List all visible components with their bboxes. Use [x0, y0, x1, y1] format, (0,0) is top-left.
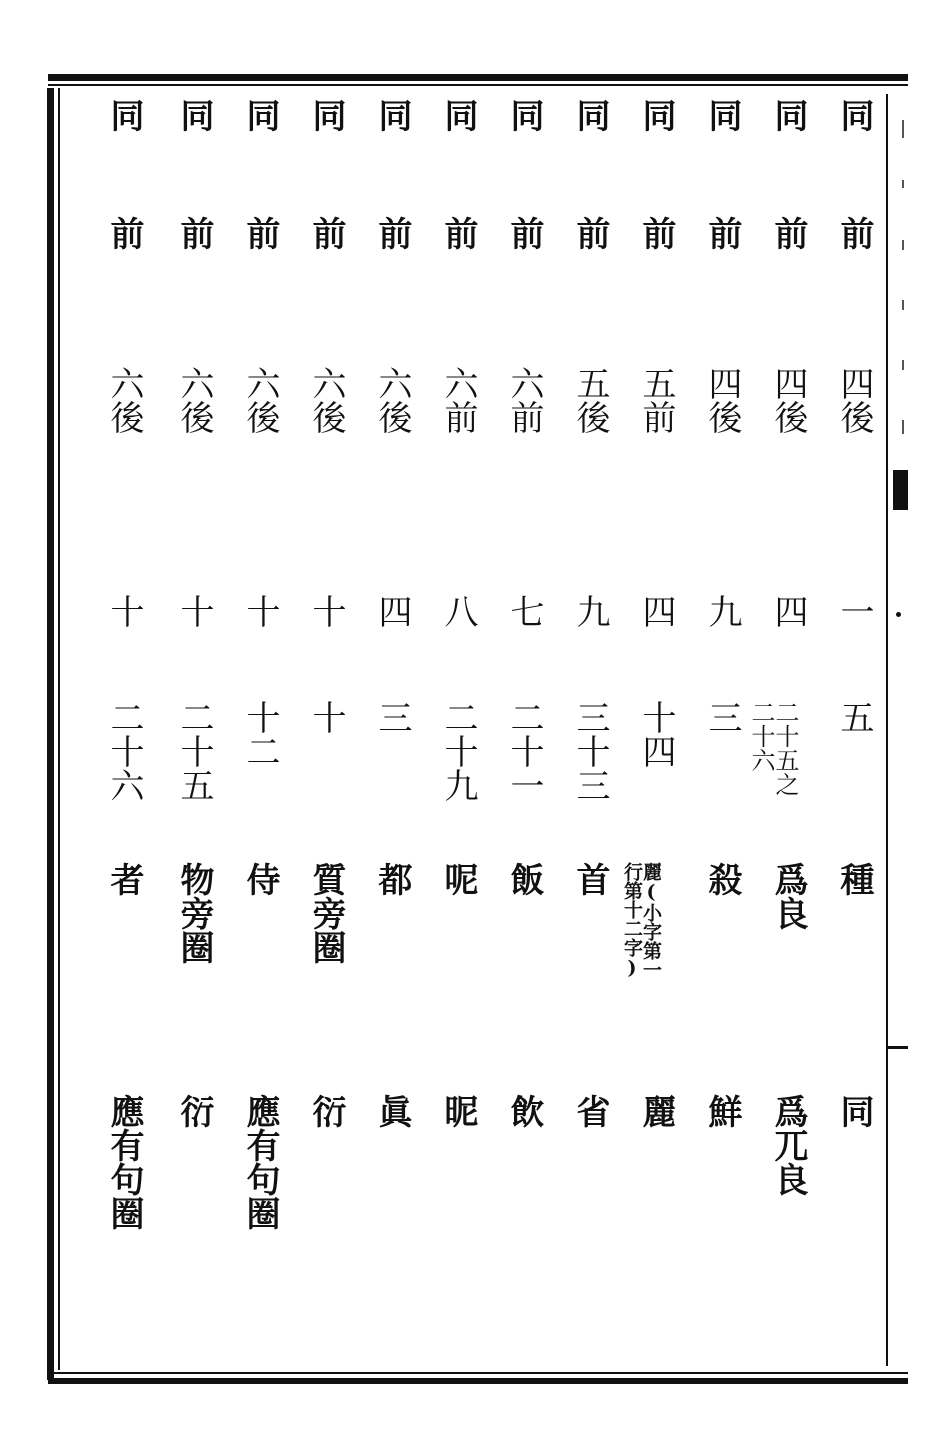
page-cell: 前	[504, 216, 544, 250]
error-text-cell: 侍	[240, 862, 280, 896]
line-cell: 九	[570, 594, 610, 628]
errata-entry	[807, 0, 874, 1456]
column-number-cell-line: 二十五之	[771, 700, 799, 796]
left-border-rule	[47, 88, 54, 1380]
column-number-cell: 二十九	[438, 700, 478, 802]
column-number-cell: 五	[834, 700, 874, 734]
leaf-cell: 同	[702, 98, 742, 132]
column-number-cell: 二十一	[504, 700, 544, 802]
margin-mark	[902, 180, 904, 188]
column-number-cell-line: 二十六	[747, 700, 775, 772]
leaf-cell: 同	[636, 98, 676, 132]
line-cell: 八	[438, 594, 478, 628]
errata-entry	[77, 0, 144, 1456]
correction-cell: 飲	[504, 1094, 544, 1128]
leaf-cell: 同	[768, 98, 808, 132]
margin-dot-mark	[896, 612, 901, 617]
column-number-cell: 二十六	[104, 700, 144, 802]
column-number-cell	[741, 700, 805, 796]
column-number-cell: 二十五	[174, 700, 214, 802]
side-cell: 四後	[702, 366, 742, 434]
error-text-cell: 呢	[438, 862, 478, 896]
errata-entry	[213, 0, 280, 1456]
line-cell: 四	[768, 594, 808, 628]
right-border-rule	[886, 94, 888, 1366]
errata-entry	[279, 0, 346, 1456]
page-cell: 前	[834, 216, 874, 250]
page-cell: 前	[240, 216, 280, 250]
fishtail-mark	[893, 470, 908, 510]
correction-cell: 衍	[174, 1094, 214, 1128]
leaf-cell: 同	[570, 98, 610, 132]
column-number-cell: 十四	[636, 700, 676, 768]
error-text-cell: 首	[570, 862, 610, 896]
leaf-cell: 同	[240, 98, 280, 132]
errata-entry	[147, 0, 214, 1456]
margin-mark	[902, 300, 904, 310]
line-cell: 九	[702, 594, 742, 628]
side-cell: 六前	[438, 366, 478, 434]
column-number-cell: 三十三	[570, 700, 610, 802]
margin-mark	[902, 420, 904, 434]
correction-cell: 省	[570, 1094, 610, 1128]
side-cell: 五前	[636, 366, 676, 434]
leaf-cell: 同	[504, 98, 544, 132]
side-cell: 六前	[504, 366, 544, 434]
error-text-cell-line: 麗(小字第一	[640, 862, 662, 979]
correction-cell: 鮮	[702, 1094, 742, 1128]
errata-entry	[543, 0, 610, 1456]
error-text-cell: 飯	[504, 862, 544, 896]
margin-mark	[902, 360, 904, 370]
correction-cell: 應有句圈	[240, 1094, 280, 1230]
page-cell: 前	[702, 216, 742, 250]
errata-entry	[345, 0, 412, 1456]
error-text-cell: 物旁圈	[174, 862, 214, 964]
leaf-cell: 同	[372, 98, 412, 132]
correction-cell: 眞	[372, 1094, 412, 1128]
correction-cell: 同	[834, 1094, 874, 1128]
correction-cell: 昵	[438, 1094, 478, 1128]
page-cell: 前	[768, 216, 808, 250]
errata-entry	[411, 0, 478, 1456]
column-number-cell: 十二	[240, 700, 280, 768]
leaf-cell: 同	[834, 98, 874, 132]
error-text-cell-line: 行第十二字)	[621, 862, 643, 979]
line-cell: 七	[504, 594, 544, 628]
errata-entry	[477, 0, 544, 1456]
line-cell: 四	[636, 594, 676, 628]
correction-cell: 麗	[636, 1094, 676, 1128]
column-number-cell: 三	[702, 700, 742, 734]
leaf-cell: 同	[104, 98, 144, 132]
line-cell: 四	[372, 594, 412, 628]
errata-entry	[675, 0, 742, 1456]
margin-tick-mark	[888, 1046, 908, 1049]
error-text-cell: 質旁圈	[306, 862, 346, 964]
error-text-cell: 都	[372, 862, 412, 896]
correction-cell: 爲兀良	[768, 1094, 808, 1196]
leaf-cell: 同	[438, 98, 478, 132]
line-cell: 十	[240, 594, 280, 628]
page-cell: 前	[174, 216, 214, 250]
error-text-cell: 殺	[702, 862, 742, 896]
page-cell: 前	[636, 216, 676, 250]
side-cell: 六後	[104, 366, 144, 434]
page-cell: 前	[306, 216, 346, 250]
page-cell: 前	[570, 216, 610, 250]
error-text-cell	[609, 862, 673, 979]
errata-entry	[741, 0, 808, 1456]
side-cell: 五後	[570, 366, 610, 434]
error-text-cell: 種	[834, 862, 874, 896]
margin-mark	[902, 240, 904, 250]
line-cell: 十	[174, 594, 214, 628]
side-cell: 四後	[834, 366, 874, 434]
page-cell: 前	[438, 216, 478, 250]
side-cell: 六後	[306, 366, 346, 434]
left-inner-rule	[58, 88, 60, 1370]
correction-cell: 衍	[306, 1094, 346, 1128]
margin-mark	[902, 120, 904, 138]
error-text-cell: 者	[104, 862, 144, 896]
side-cell: 六後	[372, 366, 412, 434]
side-cell: 六後	[174, 366, 214, 434]
correction-cell: 應有句圈	[104, 1094, 144, 1230]
error-text-cell: 爲良	[768, 862, 808, 930]
line-cell: 十	[306, 594, 346, 628]
column-number-cell: 十	[306, 700, 346, 734]
leaf-cell: 同	[306, 98, 346, 132]
page-cell: 前	[372, 216, 412, 250]
line-cell: 一	[834, 594, 874, 628]
line-cell: 十	[104, 594, 144, 628]
column-number-cell: 三	[372, 700, 412, 734]
leaf-cell: 同	[174, 98, 214, 132]
page-cell: 前	[104, 216, 144, 250]
side-cell: 六後	[240, 366, 280, 434]
side-cell: 四後	[768, 366, 808, 434]
errata-entry	[609, 0, 676, 1456]
